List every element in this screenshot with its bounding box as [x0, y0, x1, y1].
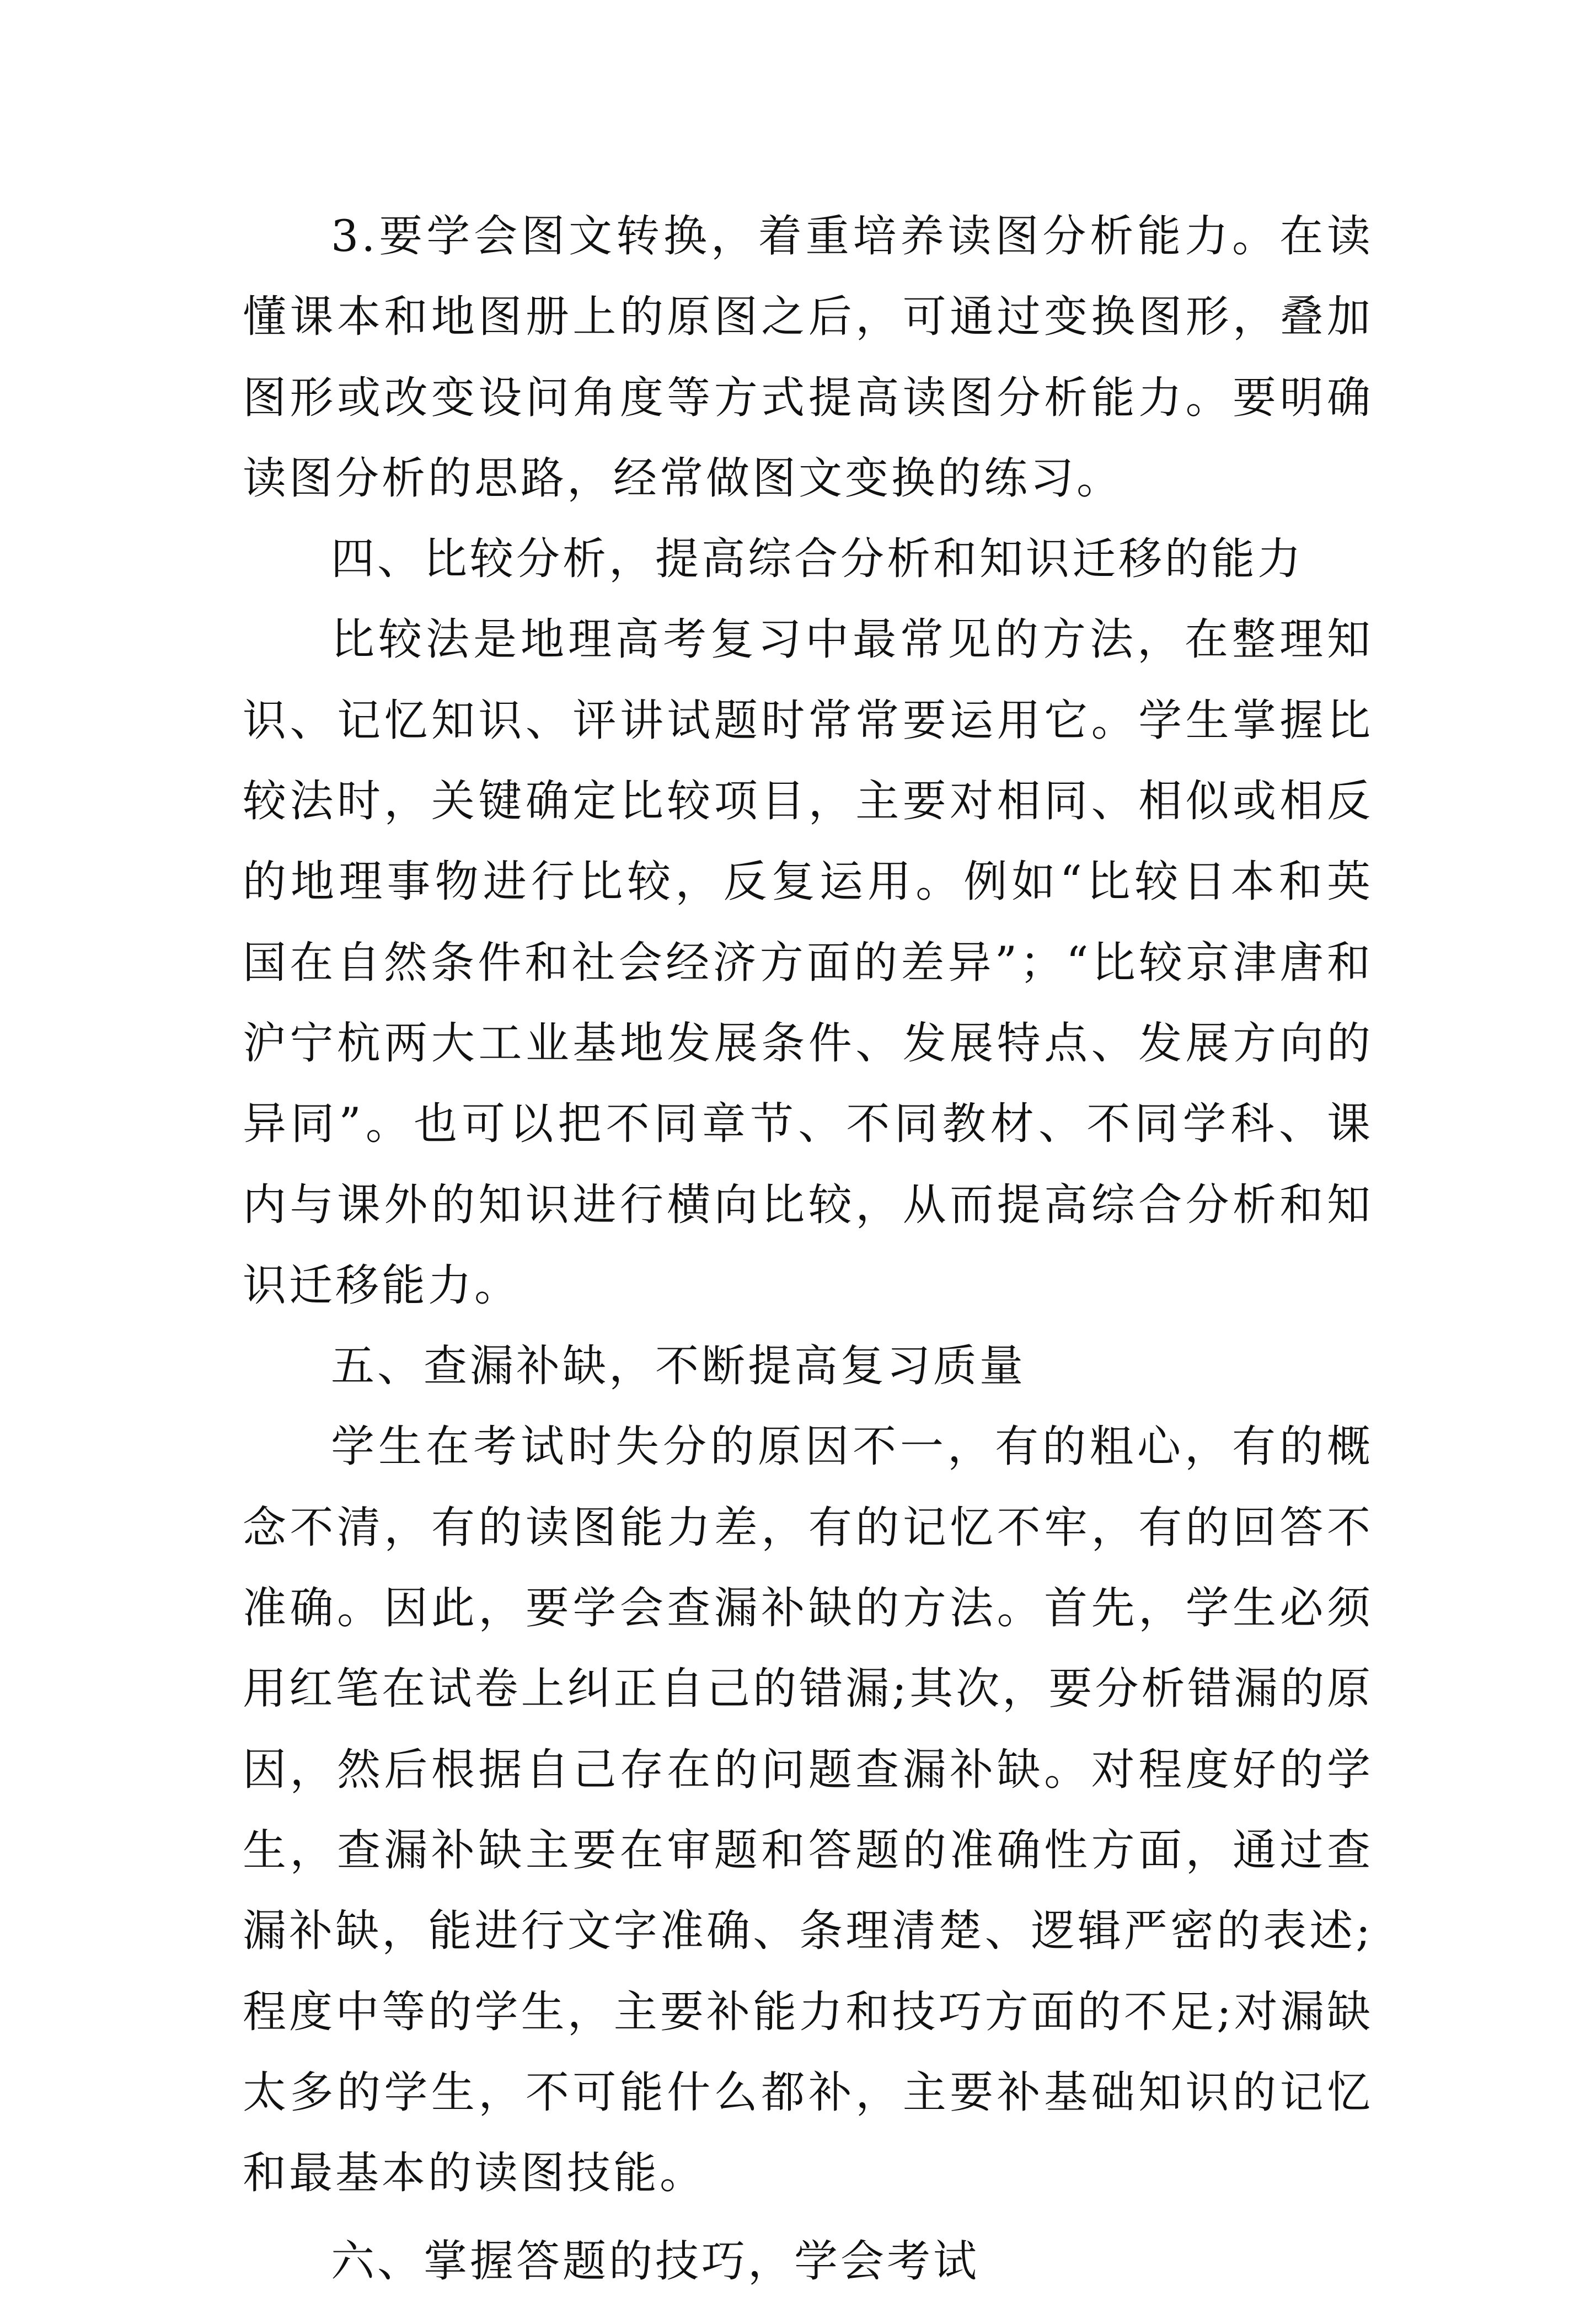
heading-fill-gaps: 五、查漏补缺，不断提高复习质量: [331, 1340, 1026, 1392]
heading-comparison-analysis: 四、比较分析，提高综合分析和知识迁移的能力: [331, 533, 1304, 585]
paragraph-fill-gaps: 学生在考试时失分的原因不一，有的粗心，有的概念不清，有的读图能力差，有的记忆不牢，有的回答不准确。因此，要学会查漏补缺的方法。首先，学生必须用红笔在试卷上纠正自己的错漏;其次，要分析错漏的原因，然后根据自己存在的问题查漏补缺。对程度好的学生，查漏补缺主要在审题和答题的准确性方面，通过查漏补缺，能进行文字准确、条理清楚、逻辑严密的表述;程度中等的学生，主要补能力和技巧方面的不足;对漏缺太多的学生，不可能什么都补，主要补基础知识的记忆和最基本的读图技能。: [243, 1421, 1373, 2199]
paragraph-comparison-method: 比较法是地理高考复习中最常见的方法，在整理知识、记忆知识、评讲试题时常常要运用它。学生掌握比较法时，关键确定比较项目，主要对相同、相似或相反的地理事物进行比较，反复运用。例如“比较日本和英国在自然条件和社会经济方面的差异”；“比较京津唐和沪宁杭两大工业基地发展条件、发展特点、发展方向的异同”。也可以把不同章节、不同教材、不同学科、课内与课外的知识进行横向比较，从而提高综合分析和知识迁移能力。: [243, 614, 1373, 1311]
document-body: [243, 196, 1373, 2302]
heading-exam-skills: 六、掌握答题的技巧，学会考试: [331, 2236, 979, 2287]
paragraph-map-conversion: 3.要学会图文转换，着重培养读图分析能力。在读懂课本和地图册上的原图之后，可通过变换图形，叠加图形或改变设问角度等方式提高读图分析能力。要明确读图分析的思路，经常做图文变换的练习。: [243, 211, 1373, 504]
